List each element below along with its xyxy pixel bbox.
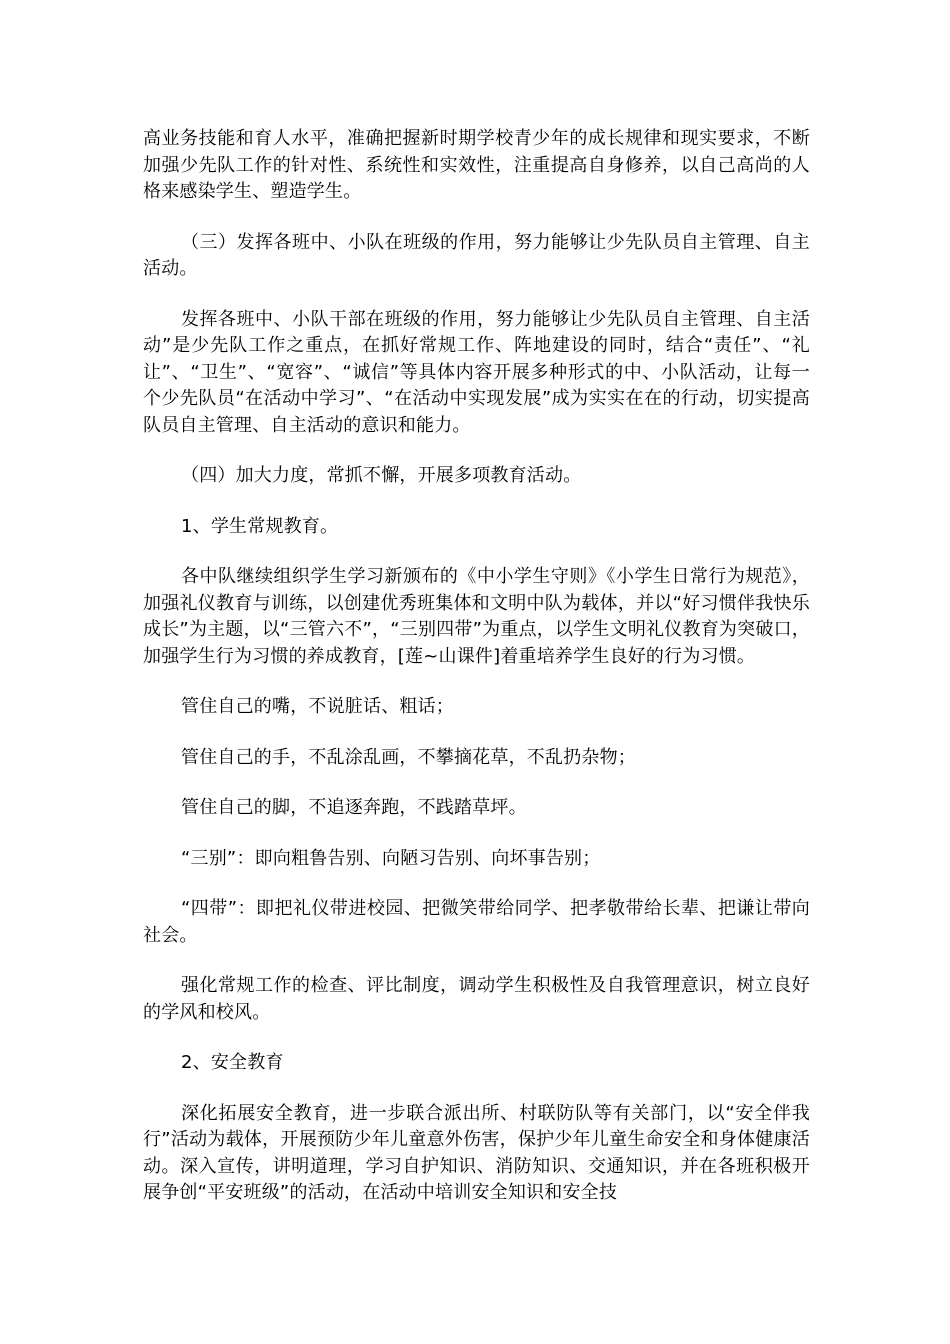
heading-item-two: 2、安全教育 — [181, 1052, 284, 1073]
paragraph-item-two: 深化拓展安全教育，进一步联合派出所、村联防队等有关部门，以“安全伴我行”活动为载体，开展预防少年儿童意外伤害，保护少年儿童生命安全和身体健康活动。深入宣传，讲明道理，学习自护知识、消防知识、交通知识，并在各班积极开展争创“平安班级”的活动，在活动中培训安全知识和安全技 — [143, 1102, 810, 1203]
paragraph-three-farewells: “三别”：即向粗鲁告别、向陋习告别、向坏事告别； — [181, 847, 601, 869]
paragraph-section-three: 发挥各班中、小队干部在班级的作用，努力能够让少先队员自主管理、自主活动”是少先队工作之重点，在抓好常规工作、阵地建设的同时，结合“责任”、“礼让”、“卫生”、“宽容”、“诚信”等具体内容开展多种形式的中、小队活动，让每一个少先队员“在活动中学习”、“在活动中实现发展”成为实实在在的行动，切实提高队员自主管理、自主活动的意识和能力。 — [143, 308, 810, 436]
paragraph-mouth-rule: 管住自己的嘴，不说脏话、粗话； — [181, 696, 454, 717]
heading-section-three: （三）发挥各班中、小队在班级的作用，努力能够让少先队员自主管理、自主活动。 — [143, 231, 810, 279]
paragraph-four-brings: “四带”：即把礼仪带进校园、把微笑带给同学、把孝敬带给长辈、把谦让带向社会。 — [143, 898, 810, 946]
paragraph-foot-rule: 管住自己的脚，不追逐奔跑，不践踏草坪。 — [181, 797, 527, 818]
paragraph-intro: 高业务技能和育人水平，准确把握新时期学校青少年的成长规律和现实要求，不断加强少先队工作的针对性、系统性和实效性，注重提高自身修养，以自己高尚的人格来感染学生、塑造学生。 — [143, 128, 810, 202]
paragraph-inspection: 强化常规工作的检查、评比制度，调动学生积极性及自我管理意识，树立良好的学风和校风。 — [143, 975, 810, 1023]
heading-item-one: 1、学生常规教育。 — [181, 515, 339, 537]
paragraph-hand-rule: 管住自己的手，不乱涂乱画，不攀摘花草，不乱扔杂物； — [181, 746, 636, 768]
paragraph-item-one: 各中队继续组织学生学习新颁布的《中小学生守则》《小学生日常行为规范》，加强礼仪教育与训练，以创建优秀班集体和文明中队为载体，并以“好习惯伴我快乐成长”为主题，以“三管六不”，“三别四带”为重点，以学生文明礼仪教育为突破口，加强学生行为习惯的养成教育，[莲~山课件]着重培养学生良好的行为习惯。 — [143, 566, 810, 667]
heading-section-four: （四）加大力度，常抓不懈，开展多项教育活动。 — [181, 465, 582, 486]
document-page — [143, 126, 810, 1207]
